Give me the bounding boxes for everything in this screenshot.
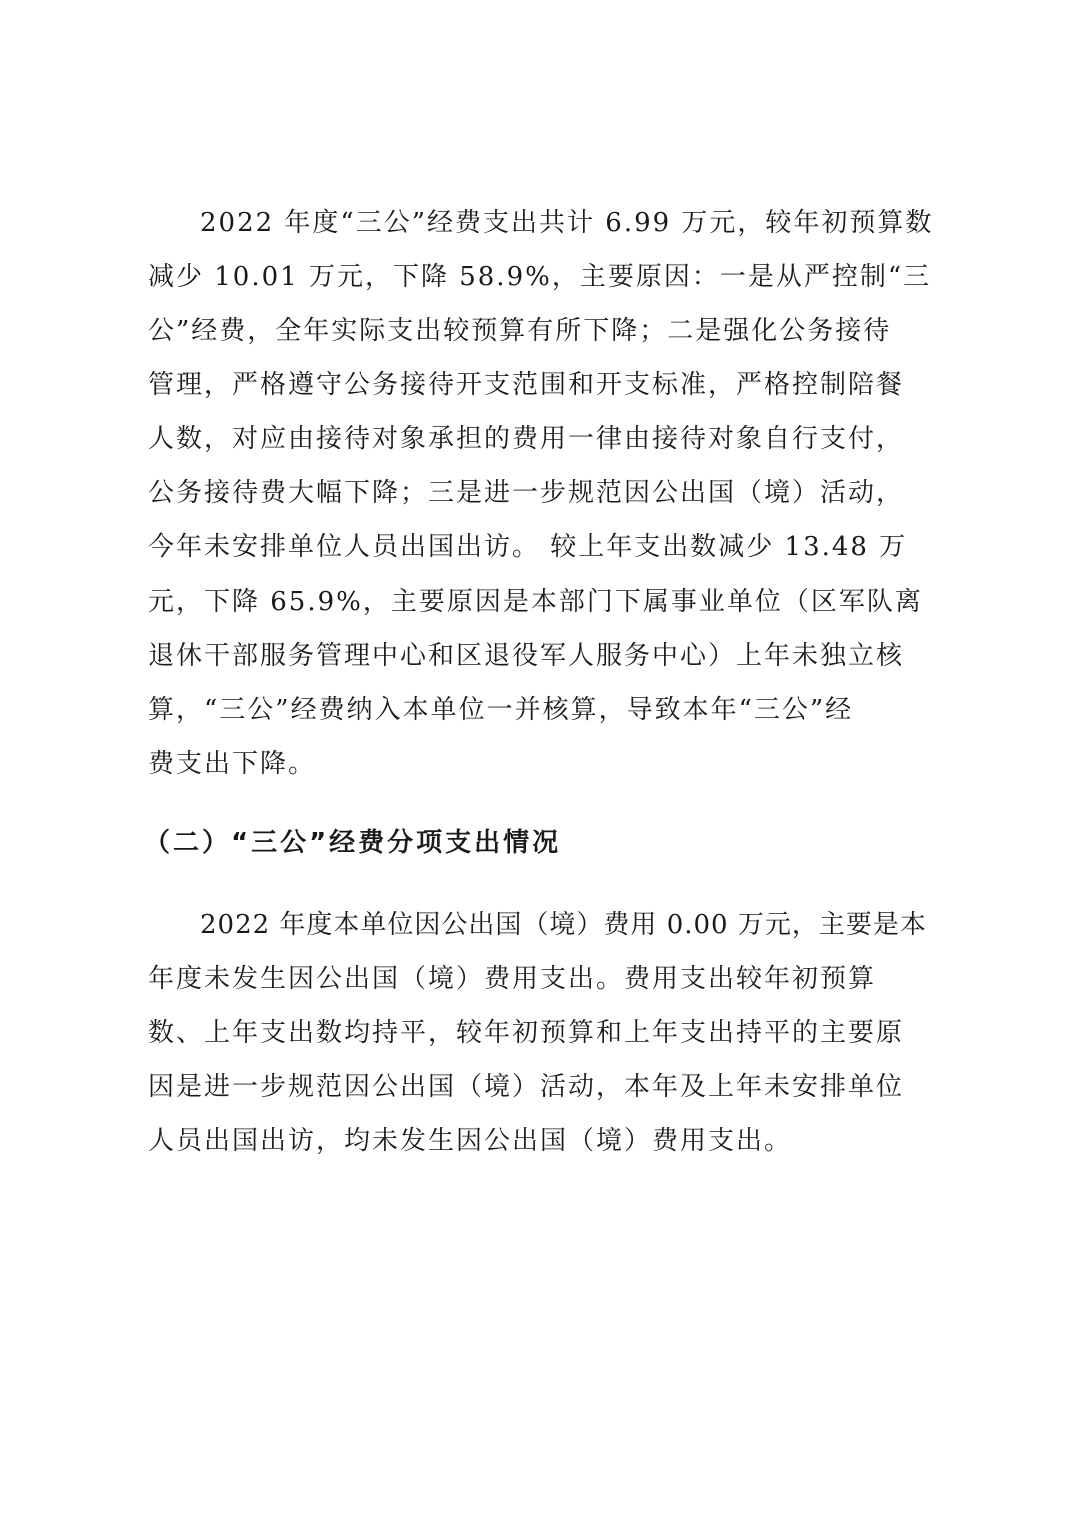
paragraph1-line: 公”经费，全年实际支出较预算有所下降；二是强化公务接待 [148, 316, 892, 346]
paragraph1-line: 费支出下降。 [148, 749, 317, 779]
paragraph2-line: 因是进一步规范因公出国（境）活动，本年及上年未安排单位 [148, 1072, 905, 1102]
paragraph1-line: 公务接待费大幅下降；三是进一步规范因公出国（境）活动， [148, 478, 905, 508]
paragraph1-line: 今年未安排单位人员出国出访。 较上年支出数减少 13.48 万 [148, 532, 908, 562]
paragraph2-line: 年度未发生因公出国（境）费用支出。费用支出较年初预算 [148, 964, 877, 994]
paragraph1-line: 算，“三公”经费纳入本单位一并核算，导致本年“三公”经 [148, 695, 854, 725]
paragraph1-line: 人数，对应由接待对象承担的费用一律由接待对象自行支付， [148, 424, 905, 454]
paragraph1-line: 减少 10.01 万元，下降 58.9%，主要原因：一是从严控制“三 [148, 262, 932, 292]
paragraph2-line: 2022 年度本单位因公出国（境）费用 0.00 万元，主要是本 [200, 910, 927, 940]
paragraph1-line: 2022 年度“三公”经费支出共计 6.99 万元，较年初预算数 [200, 208, 934, 238]
paragraph2-line: 数、上年支出数均持平，较年初预算和上年支出持平的主要原 [148, 1018, 905, 1048]
paragraph1-line: 退休干部服务管理中心和区退役军人服务中心）上年未独立核 [148, 641, 905, 671]
paragraph1-line: 元，下降 65.9%，主要原因是本部门下属事业单位（区军队离 [148, 587, 923, 617]
paragraph2-line: 人员出国出访，均未发生因公出国（境）费用支出。 [148, 1126, 793, 1156]
section-heading: （二）“三公”经费分项支出情况 [144, 828, 562, 858]
paragraph1-line: 管理，严格遵守公务接待开支范围和开支标准，严格控制陪餐 [148, 370, 905, 400]
